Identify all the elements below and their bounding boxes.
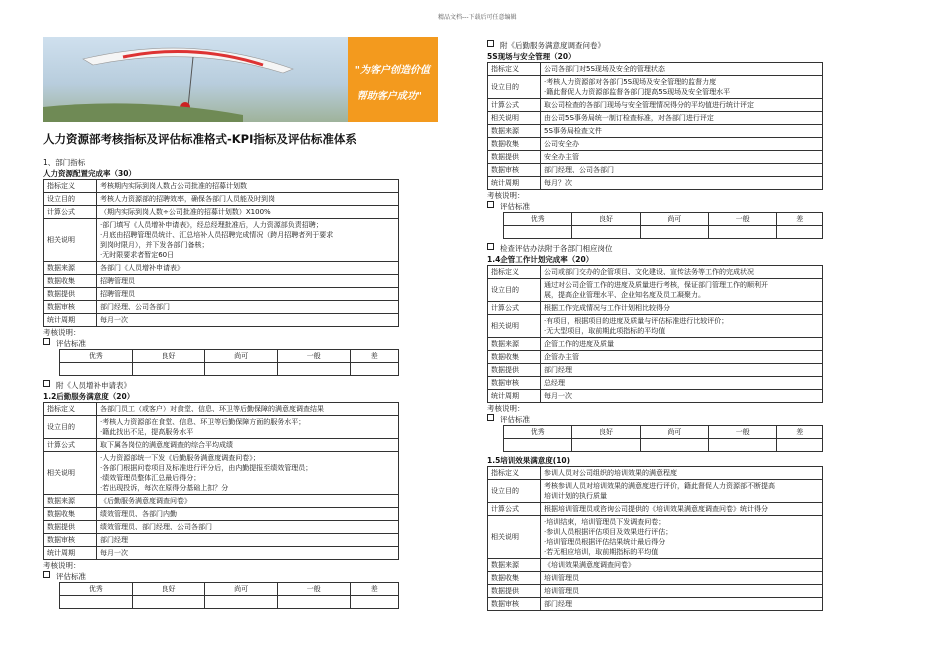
table-row xyxy=(44,301,399,314)
row-key: 统计周期 xyxy=(44,314,97,327)
row-key: 统计周期 xyxy=(44,547,97,560)
slogan-line-2: 帮助客户成功" xyxy=(356,91,422,102)
attachment-note: 附《后勤服务满意度调查问卷》 xyxy=(500,41,605,50)
row-key: 数据收集 xyxy=(488,138,541,151)
row-value: 招聘管理员 xyxy=(97,275,399,288)
row-key: 数据审核 xyxy=(44,301,97,314)
row-key: 数据提供 xyxy=(488,364,541,377)
table-row xyxy=(44,193,399,206)
row-key: 计算公式 xyxy=(44,206,97,219)
row-value: 由公司5S事务局统一制订检查标准，对各部门进行评定 xyxy=(541,112,823,125)
eval-label: 良好 xyxy=(572,426,640,439)
row-key: 设立目的 xyxy=(44,416,97,439)
eval-header-row xyxy=(504,213,823,226)
row-key: 数据审核 xyxy=(488,377,541,390)
table-row xyxy=(44,275,399,288)
table-row xyxy=(44,403,399,416)
table-row xyxy=(488,138,823,151)
row-key: 数据审核 xyxy=(44,534,97,547)
eval-score-cell xyxy=(60,363,133,376)
row-value: 每月？次 xyxy=(541,177,823,190)
table-row xyxy=(44,416,399,439)
table-row xyxy=(488,112,823,125)
eval-score-cell xyxy=(132,596,205,609)
eval-score-row xyxy=(504,226,823,239)
bullet-square-icon xyxy=(43,380,50,387)
eval-score-row xyxy=(504,439,823,452)
table-row xyxy=(488,503,823,516)
metric-title: 1.2后勤服务满意度（20） xyxy=(43,392,135,401)
eval-label: 一般 xyxy=(277,350,350,363)
table-row xyxy=(488,516,823,559)
evaluation-scale-table xyxy=(59,349,399,376)
evaluation-scale-table xyxy=(59,582,399,609)
eval-score-cell xyxy=(504,439,572,452)
kpi-table-training xyxy=(487,466,823,611)
row-key: 设立目的 xyxy=(488,279,541,302)
row-value: 根据工作完成情况与工作计划相比较得分 xyxy=(541,302,823,315)
row-key: 指标定义 xyxy=(488,467,541,480)
slogan-line-1: "为客户创造价值 xyxy=(354,65,430,76)
row-key: 数据来源 xyxy=(488,338,541,351)
table-row xyxy=(488,390,823,403)
eval-label: 良好 xyxy=(132,583,205,596)
row-value: 《后勤服务满意度调查问卷》 xyxy=(97,495,399,508)
eval-score-cell xyxy=(132,363,205,376)
row-key: 数据审核 xyxy=(488,598,541,611)
table-row xyxy=(44,534,399,547)
eval-score-cell xyxy=(640,439,708,452)
row-key: 数据来源 xyxy=(44,262,97,275)
table-row xyxy=(488,302,823,315)
eval-score-row xyxy=(60,596,399,609)
attachment-note: 检查评估办法附于各部门相应岗位 xyxy=(500,244,613,253)
row-key: 数据提供 xyxy=(488,151,541,164)
eval-standard-label: 评估标准 xyxy=(500,202,530,211)
row-key: 数据收集 xyxy=(488,572,541,585)
banner-image xyxy=(43,37,438,122)
row-value: 绩效管理员、各部门内勤 xyxy=(97,508,399,521)
row-value: （期内实际到岗人数÷公司批准的招募计划数）X100% xyxy=(97,206,399,219)
row-value: 安全办主管 xyxy=(541,151,823,164)
bullet-square-icon xyxy=(487,414,494,421)
row-value: 各部门《人员增补申请表》 xyxy=(97,262,399,275)
row-value: 企管工作的进度及质量 xyxy=(541,338,823,351)
row-key: 数据收集 xyxy=(44,508,97,521)
eval-score-cell xyxy=(60,596,133,609)
row-key: 相关说明 xyxy=(488,315,541,338)
row-key: 数据收集 xyxy=(44,275,97,288)
kpi-table-enterprise xyxy=(487,265,823,403)
row-value: 绩效管理员、部门经理、公司各部门 xyxy=(97,521,399,534)
eval-standard-label: 评估标准 xyxy=(500,415,530,424)
metric-title: 人力资源配置完成率（30） xyxy=(43,169,136,178)
table-row xyxy=(44,439,399,452)
eval-label: 优秀 xyxy=(504,213,572,226)
row-key: 数据提供 xyxy=(488,585,541,598)
row-value: 每月一次 xyxy=(541,390,823,403)
table-row xyxy=(488,467,823,480)
eval-score-cell xyxy=(277,596,350,609)
row-value: 根据培训管理员或咨询公司提供的《培训效果满意度调查问卷》统计得分 xyxy=(541,503,823,516)
table-row xyxy=(44,180,399,193)
table-row xyxy=(488,279,823,302)
eval-score-cell xyxy=(350,363,398,376)
row-key: 指标定义 xyxy=(488,63,541,76)
bullet-square-icon xyxy=(43,571,50,578)
row-key: 统计周期 xyxy=(488,390,541,403)
row-value: 取公司检查的各部门现场与安全管理情况得分的平均值进行统计评定 xyxy=(541,99,823,112)
eval-score-cell xyxy=(777,439,823,452)
eval-label: 尚可 xyxy=(640,213,708,226)
eval-label: 良好 xyxy=(572,213,640,226)
attachment-note: 附《人员增补申请表》 xyxy=(56,381,131,390)
document-title: 人力资源部考核指标及评估标准格式-KPI指标及评估标准体系 xyxy=(43,132,357,146)
row-value: 公司各部门对5S现场及安全的管理状态 xyxy=(541,63,823,76)
bullet-square-icon xyxy=(43,338,50,345)
eval-header-row xyxy=(504,426,823,439)
eval-standard-label: 评估标准 xyxy=(56,572,86,581)
eval-label: 良好 xyxy=(132,350,205,363)
metric-title: 1.5培训效果满意度(10) xyxy=(487,456,571,465)
table-row xyxy=(488,338,823,351)
eval-label: 一般 xyxy=(709,213,777,226)
row-value: 各部门员工（或客户）对食堂、信息、环卫等后勤保障的满意度调查结果 xyxy=(97,403,399,416)
table-row xyxy=(488,177,823,190)
assessment-note-label: 考核说明： xyxy=(43,561,81,570)
row-value: 公司或部门交办的企管项目、文化建设、宣传法务等工作的完成状况 xyxy=(541,266,823,279)
row-value: 部门经理 xyxy=(541,364,823,377)
row-value: 每月一次 xyxy=(97,314,399,327)
eval-score-cell xyxy=(640,226,708,239)
table-row xyxy=(488,164,823,177)
table-row xyxy=(488,99,823,112)
eval-label: 尚可 xyxy=(205,583,278,596)
row-key: 设立目的 xyxy=(44,193,97,206)
eval-standard-label: 评估标准 xyxy=(56,339,86,348)
row-key: 数据来源 xyxy=(488,125,541,138)
row-key: 相关说明 xyxy=(488,112,541,125)
left-column xyxy=(43,157,399,609)
row-value: ·培训结束，培训管理员下发调查问卷； ·参训人员根据评估项目及效果进行评估； ·培训管理员根据评估结果统计最后得分 ·若无相应培训，取前期指标的平均值 xyxy=(541,516,823,559)
table-row xyxy=(44,452,399,495)
row-value: ·考核人力资源部对各部门5S现场及安全管理的监督力度 ·籍此督促人力资源部监督各部门提高5S现场及安全管理水平 xyxy=(541,76,823,99)
table-row xyxy=(488,377,823,390)
metric-title: 1.4企管工作计划完成率（20） xyxy=(487,255,594,264)
eval-label: 尚可 xyxy=(640,426,708,439)
row-key: 数据提供 xyxy=(44,288,97,301)
table-row xyxy=(44,521,399,534)
row-value: 参训人员对公司组织的培训效果的满意程度 xyxy=(541,467,823,480)
table-row xyxy=(44,547,399,560)
row-key: 计算公式 xyxy=(44,439,97,452)
table-row xyxy=(488,480,823,503)
eval-score-cell xyxy=(709,226,777,239)
eval-score-cell xyxy=(777,226,823,239)
eval-label: 一般 xyxy=(709,426,777,439)
row-key: 相关说明 xyxy=(44,219,97,262)
assessment-note-label: 考核说明： xyxy=(487,404,525,413)
eval-header-row xyxy=(60,350,399,363)
row-value: 部门经理 xyxy=(541,598,823,611)
eval-label: 优秀 xyxy=(60,350,133,363)
bullet-square-icon xyxy=(487,243,494,250)
table-row xyxy=(44,262,399,275)
eval-score-cell xyxy=(205,596,278,609)
row-value: 部门经理、公司各部门 xyxy=(541,164,823,177)
row-value: 部门经理、公司各部门 xyxy=(97,301,399,314)
row-key: 数据来源 xyxy=(44,495,97,508)
row-key: 数据提供 xyxy=(44,521,97,534)
table-row xyxy=(488,351,823,364)
eval-score-cell xyxy=(572,439,640,452)
table-row xyxy=(488,63,823,76)
table-row xyxy=(488,364,823,377)
row-key: 统计周期 xyxy=(488,177,541,190)
evaluation-scale-table xyxy=(503,212,823,239)
header-note: 精品文档---下载后可任意编辑 xyxy=(438,14,517,21)
table-row xyxy=(44,495,399,508)
bullet-square-icon xyxy=(487,40,494,47)
row-value: 企管办主管 xyxy=(541,351,823,364)
table-row xyxy=(44,288,399,301)
row-value: 培训管理员 xyxy=(541,572,823,585)
row-value: 每月一次 xyxy=(97,547,399,560)
row-key: 相关说明 xyxy=(44,452,97,495)
table-row xyxy=(488,585,823,598)
table-row xyxy=(488,559,823,572)
evaluation-scale-table xyxy=(503,425,823,452)
row-key: 计算公式 xyxy=(488,503,541,516)
row-value: ·人力资源部统一下发《后勤服务满意度调查问卷》； ·各部门根据问卷项目及标准进行评分后，由内勤提报至绩效管理员； ·绩效管理员整体汇总最后得分； ·若出现投诉，每次在原得分基础上扣？分 xyxy=(97,452,399,495)
eval-header-row xyxy=(60,583,399,596)
eval-label: 优秀 xyxy=(504,426,572,439)
row-value: ·有项目，根据项目的进度及质量与评估标准进行比较评价； ·无大型项目，取前期此项指标的平均值 xyxy=(541,315,823,338)
table-row xyxy=(44,206,399,219)
table-row xyxy=(488,76,823,99)
table-row xyxy=(488,266,823,279)
table-row xyxy=(488,125,823,138)
eval-label: 差 xyxy=(350,583,398,596)
eval-label: 差 xyxy=(777,213,823,226)
eval-label: 优秀 xyxy=(60,583,133,596)
eval-score-cell xyxy=(350,596,398,609)
assessment-note-label: 考核说明： xyxy=(43,328,81,337)
kpi-table-5s xyxy=(487,62,823,190)
table-row xyxy=(44,314,399,327)
table-row xyxy=(44,219,399,262)
row-value: 通过对公司企管工作的进度及质量进行考核，保证部门管理工作的顺利开 展，提高企业管理水平、企业知名度及员工凝聚力。 xyxy=(541,279,823,302)
bullet-square-icon xyxy=(487,201,494,208)
eval-score-cell xyxy=(205,363,278,376)
row-key: 数据审核 xyxy=(488,164,541,177)
eval-score-cell xyxy=(709,439,777,452)
assessment-note-label: 考核说明： xyxy=(487,191,525,200)
eval-label: 差 xyxy=(350,350,398,363)
row-value: 部门经理 xyxy=(97,534,399,547)
section-heading: 1、部门指标 xyxy=(43,158,86,167)
slogan-panel xyxy=(348,37,438,122)
eval-label: 差 xyxy=(777,426,823,439)
row-key: 计算公式 xyxy=(488,99,541,112)
row-key: 设立目的 xyxy=(488,76,541,99)
row-value: 考核期内实际到岗人数占公司批准的招募计划数 xyxy=(97,180,399,193)
table-row xyxy=(488,598,823,611)
table-row xyxy=(488,572,823,585)
row-value: ·部门填写《人员增补申请表》，经总经理批准后，人力资源部负责招聘； ·月底由招聘管理员统计、汇总培补人员招聘完成情况（跨月招聘者列于要求 到岗时限月），并下发各部门备核； ·无时限要求者暂定60日 xyxy=(97,219,399,262)
eval-label: 一般 xyxy=(277,583,350,596)
row-key: 指标定义 xyxy=(488,266,541,279)
row-value: 取下属各岗位的满意度调查的综合平均成绩 xyxy=(97,439,399,452)
row-value: 考核人力资源部的招聘效率，确保各部门人员能及时到岗 xyxy=(97,193,399,206)
row-key: 相关说明 xyxy=(488,516,541,559)
row-value: 招聘管理员 xyxy=(97,288,399,301)
eval-score-cell xyxy=(504,226,572,239)
eval-label: 尚可 xyxy=(205,350,278,363)
table-row xyxy=(488,315,823,338)
row-key: 计算公式 xyxy=(488,302,541,315)
eval-score-cell xyxy=(572,226,640,239)
row-value: 考核参训人员对培训效果的满意度进行评价，籍此督促人力资源部不断提高 培训计划的执行质量 xyxy=(541,480,823,503)
metric-title: 5S现场与安全管理（20） xyxy=(487,52,576,61)
eval-score-row xyxy=(60,363,399,376)
row-value: 总经理 xyxy=(541,377,823,390)
row-value: 5S事务局检查文件 xyxy=(541,125,823,138)
eval-score-cell xyxy=(277,363,350,376)
row-key: 数据来源 xyxy=(488,559,541,572)
row-value: ·考核人力资源部在食堂、信息、环卫等后勤保障方面的服务水平； ·籍此找出不足，提高服务水平 xyxy=(97,416,399,439)
kpi-table-staffing xyxy=(43,179,399,327)
right-column xyxy=(487,40,823,611)
row-key: 设立目的 xyxy=(488,480,541,503)
row-value: 《培训效果满意度调查问卷》 xyxy=(541,559,823,572)
row-value: 培训管理员 xyxy=(541,585,823,598)
row-key: 数据收集 xyxy=(488,351,541,364)
row-value: 公司安全办 xyxy=(541,138,823,151)
kpi-table-logistics xyxy=(43,402,399,560)
row-key: 指标定义 xyxy=(44,403,97,416)
table-row xyxy=(488,151,823,164)
row-key: 指标定义 xyxy=(44,180,97,193)
table-row xyxy=(44,508,399,521)
